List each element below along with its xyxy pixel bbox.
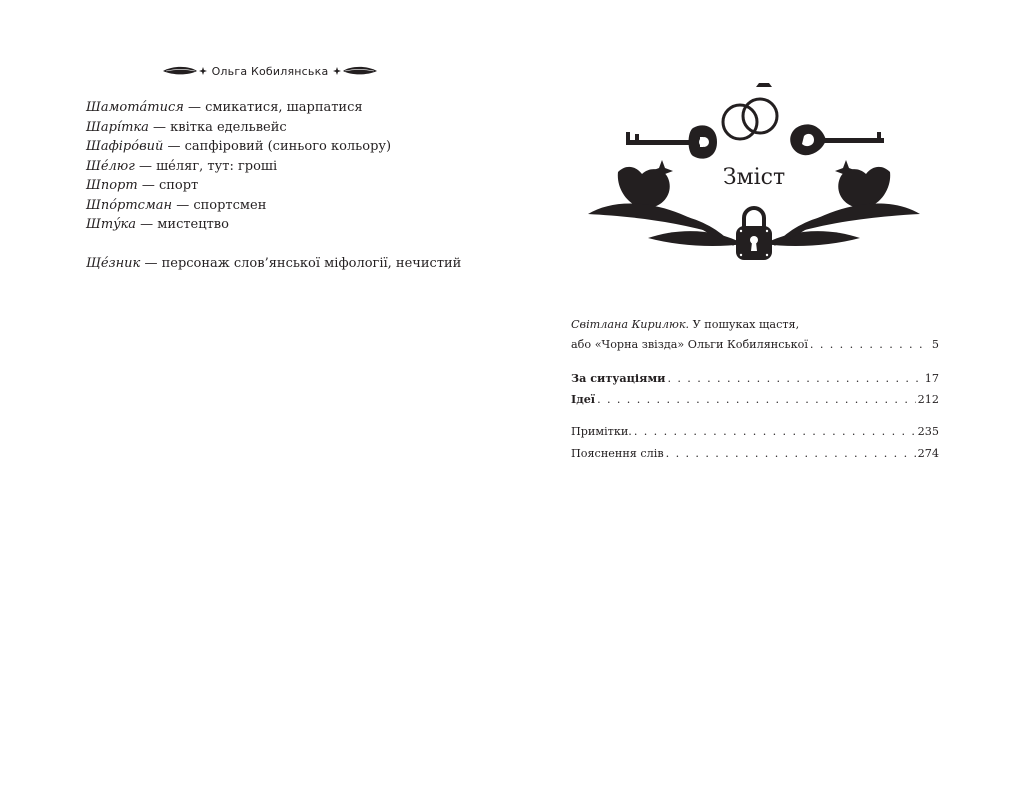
glossary	[86, 98, 506, 274]
glossary-entry: Штýка — мистецтво	[86, 217, 229, 232]
toc-entry-notes[interactable]: Примітки. . . . 235	[571, 424, 939, 440]
key-right-icon	[790, 124, 884, 155]
glossary-entry: Шарі́тка — квітка едельвейс	[86, 119, 287, 135]
glossary-entry: Шпорт — спорт	[86, 178, 199, 193]
leaf-ornament-left-icon	[162, 65, 210, 77]
contents-title: Зміст	[722, 165, 786, 190]
glossary-entry: Шафірóвий — сапфіровий (синього кольору)	[86, 139, 392, 154]
wedding-rings-icon	[723, 99, 777, 139]
toc-entry-glossary[interactable]: Пояснення слів . . . 274	[571, 446, 939, 462]
running-head-title: Ольга Кобилянська	[211, 64, 329, 78]
glossary-entry: Щéзник — персонаж слов’янської міфології, нечистий	[86, 256, 462, 271]
toc-entry-intro-line1[interactable]: Світлана Кирилюк. У пошуках щастя,	[571, 318, 800, 331]
glossary-entry: Шéлюг — шéляг, тут: гроші	[86, 158, 278, 174]
leaf-ornament-right-icon	[330, 65, 378, 77]
padlock-icon	[736, 208, 772, 260]
ring-gem-icon	[756, 83, 772, 87]
glossary-entry: Шпóртсман — спортсмен	[86, 197, 267, 213]
running-head	[162, 62, 378, 80]
glossary-entry: Шамотáтися — смикатися, шарпатися	[86, 100, 363, 115]
key-left-icon	[626, 125, 717, 158]
toc-entry-situations[interactable]: За ситуаціями . . . 17	[571, 370, 939, 387]
toc-entry-ideas[interactable]: Ідеї . . . 212	[571, 391, 939, 408]
toc-entry-intro-line2[interactable]: або «Чорна звізда» Ольги Кобилянської . . . 5	[571, 337, 939, 353]
